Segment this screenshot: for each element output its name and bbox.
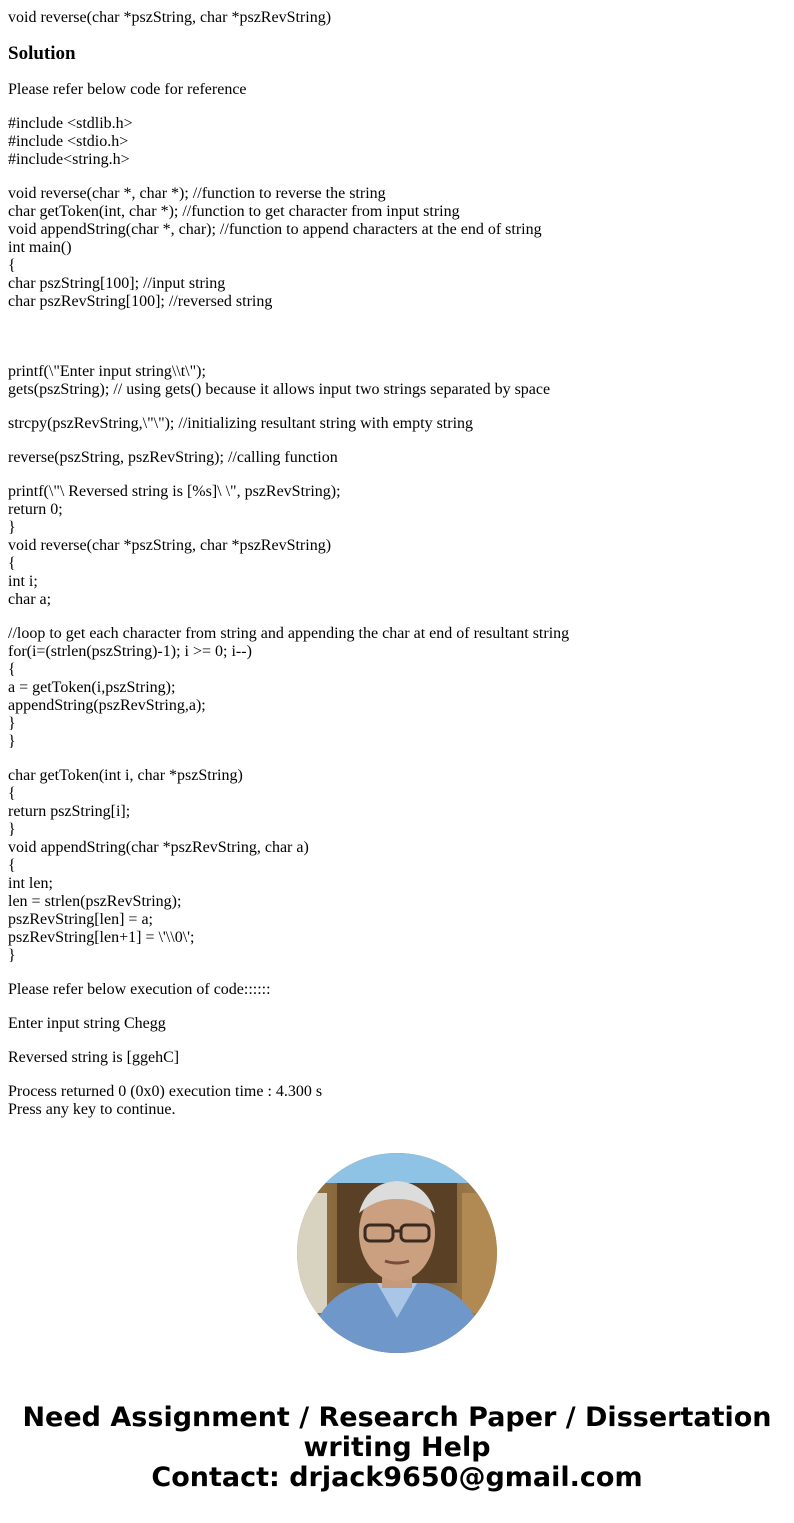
- code-line: #include <stdio.h>: [8, 133, 129, 150]
- code-line: [8, 311, 786, 329]
- code-line: pszRevString[len] = a;: [8, 911, 153, 928]
- code-line: void reverse(char *pszString, char *pszRevString): [8, 537, 332, 554]
- code-block: [8, 1049, 786, 1067]
- code-line: printf(\"\ Reversed string is [%s]\ \", pszRevString);: [8, 483, 341, 500]
- code-line: }: [8, 821, 16, 838]
- code-listing: [8, 115, 786, 1119]
- code-line: int main(): [8, 239, 72, 256]
- code-line: char a;: [8, 591, 52, 608]
- code-block: [8, 1083, 786, 1119]
- code-line: }: [8, 733, 16, 750]
- code-block: [8, 1015, 786, 1033]
- code-line: char getToken(int, char *); //function to get character from input string: [8, 203, 460, 220]
- code-block: [8, 363, 786, 399]
- code-line: char pszRevString[100]; //reversed string: [8, 293, 273, 310]
- code-line: }: [8, 947, 16, 964]
- footer-banner: [0, 1403, 794, 1493]
- code-line: void reverse(char *, char *); //function to reverse the string: [8, 185, 386, 202]
- code-line: pszRevString[len+1] = \'\\0\';: [8, 929, 195, 946]
- code-line: printf(\"Enter input string\\t\");: [8, 363, 206, 380]
- code-line: Reversed string is [ggehC]: [8, 1049, 180, 1066]
- code-line: Process returned 0 (0x0) execution time : 4.300 s: [8, 1083, 323, 1100]
- code-block: [8, 483, 786, 609]
- code-line: Press any key to continue.: [8, 1101, 176, 1118]
- code-line: a = getToken(i,pszString);: [8, 679, 176, 696]
- code-line: [8, 329, 786, 347]
- code-line: int i;: [8, 573, 38, 590]
- code-line: void appendString(char *pszRevString, char a): [8, 839, 309, 856]
- intro-text: Please refer below code for reference: [8, 81, 247, 98]
- code-block: [8, 185, 786, 347]
- code-line: len = strlen(pszRevString);: [8, 893, 182, 910]
- code-line: char pszString[100]; //input string: [8, 275, 226, 292]
- code-line: strcpy(pszRevString,\"\"); //initializing resultant string with empty string: [8, 415, 474, 432]
- code-line: #include <stdlib.h>: [8, 115, 133, 132]
- code-line: reverse(pszString, pszRevString); //calling function: [8, 449, 338, 466]
- footer-line-2: writing Help: [303, 1432, 491, 1463]
- question-line: void reverse(char *pszString, char *pszRevString): [8, 9, 332, 26]
- code-line: }: [8, 519, 16, 536]
- code-block: [8, 415, 786, 433]
- code-line: #include<string.h>: [8, 151, 130, 168]
- code-block: [8, 767, 786, 965]
- avatar-photo: [297, 1153, 497, 1353]
- document-body: [8, 9, 786, 1119]
- code-line: gets(pszString); // using gets() because it allows input two strings separated by space: [8, 381, 551, 398]
- code-line: Please refer below execution of code::::::: [8, 981, 271, 998]
- code-line: {: [8, 661, 16, 678]
- code-line: appendString(pszRevString,a);: [8, 697, 206, 714]
- code-line: void appendString(char *, char); //function to append characters at the end of string: [8, 221, 542, 238]
- code-line: int len;: [8, 875, 53, 892]
- footer-line-1: Need Assignment / Research Paper / Dissertation: [22, 1402, 772, 1433]
- code-line: return pszString[i];: [8, 803, 131, 820]
- footer-contact: Contact: drjack9650@gmail.com: [151, 1462, 643, 1493]
- author-avatar: [297, 1153, 497, 1353]
- solution-heading: Solution: [8, 43, 76, 64]
- code-line: char getToken(int i, char *pszString): [8, 767, 243, 784]
- code-block: [8, 625, 786, 751]
- code-line: {: [8, 785, 16, 802]
- code-block: [8, 449, 786, 467]
- code-line: }: [8, 715, 16, 732]
- code-line: return 0;: [8, 501, 63, 518]
- code-line: //loop to get each character from string and appending the char at end of resultant string: [8, 625, 570, 642]
- code-line: for(i=(strlen(pszString)-1); i >= 0; i--): [8, 643, 252, 660]
- code-line: {: [8, 555, 16, 572]
- code-line: Enter input string Chegg: [8, 1015, 166, 1032]
- code-block: [8, 115, 786, 169]
- code-line: {: [8, 857, 16, 874]
- code-block: [8, 981, 786, 999]
- code-line: {: [8, 257, 16, 274]
